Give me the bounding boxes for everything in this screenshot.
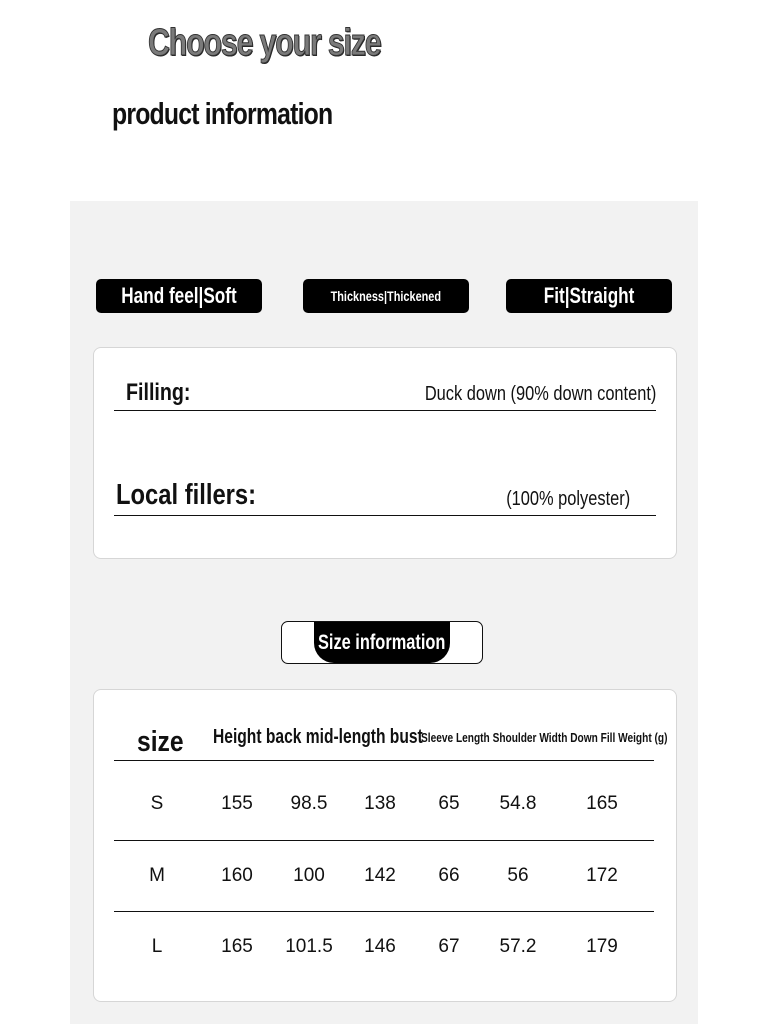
cell-size: S [150,793,164,814]
tag-label: Thickness|Thickened [330,288,442,304]
tag-label: Fit|Straight [543,283,635,308]
size-table-card [93,689,677,1002]
tag-thickness [303,279,469,313]
size-information-label: Size information [318,630,446,654]
cell-size: L [151,936,163,957]
page-title: Choose your size [148,22,381,64]
cell-back-length: 98.5 [290,793,328,814]
cell-height: 160 [221,865,253,886]
size-information-button [281,621,483,664]
cell-size: M [149,865,165,886]
cell-shoulder: 56 [507,865,529,886]
cell-sleeve: 67 [438,936,460,957]
row-divider [114,911,654,912]
tag-hand-feel [96,279,262,313]
cell-fill-weight: 172 [586,865,618,886]
cell-fill-weight: 165 [586,793,618,814]
cell-back-length: 101.5 [285,936,333,957]
cell-shoulder: 54.8 [499,793,537,814]
tag-fit [506,279,672,313]
cell-height: 165 [221,936,253,957]
cell-bust: 138 [364,793,396,814]
cell-bust: 146 [364,936,396,957]
row-divider [114,840,654,841]
cell-sleeve: 65 [438,793,460,814]
filling-row [114,378,656,411]
cell-shoulder: 57.2 [499,936,537,957]
local-fillers-row [114,478,656,516]
header-main: Height back mid-length bust [213,726,423,748]
header-divider [114,760,654,761]
section-subtitle: product information [112,96,333,131]
filling-value: Duck down (90% down content) [424,383,656,405]
cell-sleeve: 66 [438,865,460,886]
size-information-tab [314,622,450,663]
cell-fill-weight: 179 [586,936,618,957]
local-fillers-label: Local fillers: [116,479,257,511]
local-fillers-value: (100% polyester) [506,488,630,510]
cell-height: 155 [221,793,253,814]
filling-card [93,347,677,559]
header-small: Sleeve Length Shoulder Width Down Fill Weight (g) [421,730,668,745]
filling-label: Filling: [126,379,191,406]
cell-back-length: 100 [293,865,325,886]
tag-label: Hand feel|Soft [121,283,237,308]
header-size: size [137,726,184,758]
cell-bust: 142 [364,865,396,886]
